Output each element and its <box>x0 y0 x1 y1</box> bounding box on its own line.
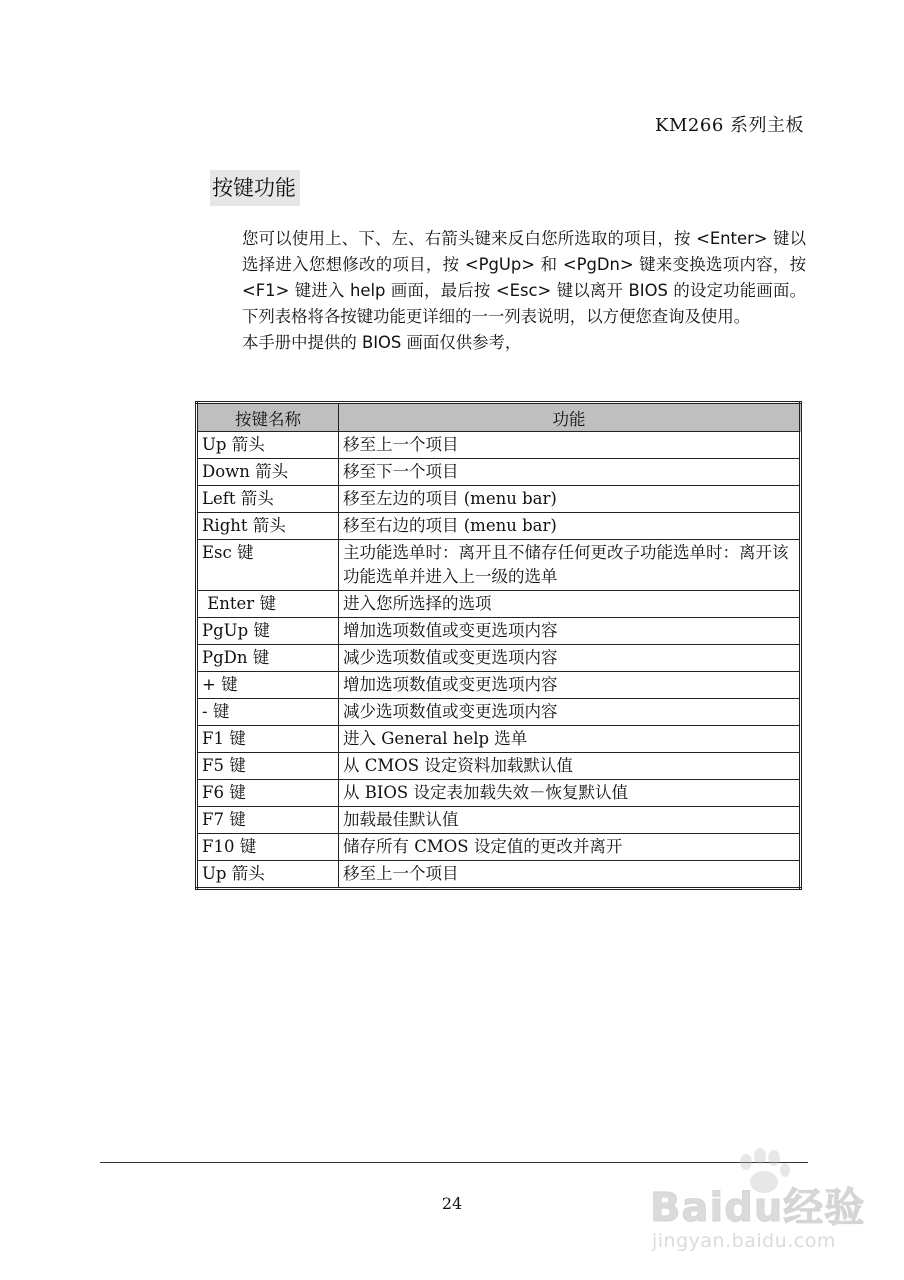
intro-text <box>242 226 806 356</box>
function-cell: 储存所有 CMOS 设定值的更改并离开 <box>339 834 801 861</box>
watermark-brand: Baidu经验 <box>650 1185 866 1231</box>
function-cell: 进入 General help 选单 <box>339 726 801 753</box>
table-row <box>197 432 801 459</box>
table-row <box>197 540 801 591</box>
function-cell: 移至下一个项目 <box>339 459 801 486</box>
key-name-cell: - 键 <box>197 699 339 726</box>
function-cell: 移至右边的项目 (menu bar) <box>339 513 801 540</box>
table-row <box>197 807 801 834</box>
function-cell: 增加选项数值或变更选项内容 <box>339 672 801 699</box>
table-row <box>197 780 801 807</box>
function-cell: 加载最佳默认值 <box>339 807 801 834</box>
table-row <box>197 834 801 861</box>
key-name-cell: Enter 键 <box>197 591 339 618</box>
header-key-name: 按键名称 <box>197 403 339 432</box>
function-cell: 增加选项数值或变更选项内容 <box>339 618 801 645</box>
function-cell: 从 CMOS 设定资料加载默认值 <box>339 753 801 780</box>
table-row <box>197 591 801 618</box>
function-cell: 主功能选单时：离开且不储存任何更改子功能选单时：离开该功能选单并进入上一级的选单 <box>339 540 801 591</box>
table-row <box>197 672 801 699</box>
table-header-row <box>197 403 801 432</box>
intro-paragraph-1: 您可以使用上、下、左、右箭头键来反白您所选取的项目，按 <Enter> 键以选择进入您想修改的项目，按 <PgUp> 和 <PgDn> 键来变换选项内容，按 <F1> 键进入 help 画面，最后按 <Esc> 键以离开 BIOS 的设定功能画面。下列表格将各按键功能更详细的一一列表说明，以方便您查询及使用。 <box>242 229 806 326</box>
watermark-url: jingyan.baidu.com <box>652 1230 836 1252</box>
header-function: 功能 <box>339 403 801 432</box>
function-cell: 移至上一个项目 <box>339 861 801 889</box>
table-row <box>197 753 801 780</box>
key-name-cell: Up 箭头 <box>197 861 339 889</box>
key-name-cell: PgDn 键 <box>197 645 339 672</box>
key-name-cell: F7 键 <box>197 807 339 834</box>
function-cell: 从 BIOS 设定表加载失效－恢复默认值 <box>339 780 801 807</box>
key-name-cell: F1 键 <box>197 726 339 753</box>
table-row <box>197 861 801 889</box>
function-cell: 进入您所选择的选项 <box>339 591 801 618</box>
table-row <box>197 618 801 645</box>
page-number: 24 <box>441 1194 463 1213</box>
table-body <box>197 432 801 889</box>
key-name-cell: Left 箭头 <box>197 486 339 513</box>
key-name-cell: PgUp 键 <box>197 618 339 645</box>
key-name-cell: + 键 <box>197 672 339 699</box>
table-row <box>197 459 801 486</box>
key-name-cell: Up 箭头 <box>197 432 339 459</box>
function-cell: 移至左边的项目 (menu bar) <box>339 486 801 513</box>
key-name-cell: Down 箭头 <box>197 459 339 486</box>
key-name-cell: Esc 键 <box>197 540 339 591</box>
function-cell: 减少选项数值或变更选项内容 <box>339 699 801 726</box>
intro-paragraph-2: 本手册中提供的 BIOS 画面仅供参考， <box>242 333 522 352</box>
table-row <box>197 726 801 753</box>
baidu-watermark <box>650 1148 880 1258</box>
table-row <box>197 513 801 540</box>
function-cell: 减少选项数值或变更选项内容 <box>339 645 801 672</box>
table-row <box>197 645 801 672</box>
key-name-cell: F6 键 <box>197 780 339 807</box>
section-title: 按键功能 <box>210 170 300 206</box>
key-name-cell: F5 键 <box>197 753 339 780</box>
document-header-title: KM266 系列主板 <box>655 115 804 136</box>
key-name-cell: Right 箭头 <box>197 513 339 540</box>
function-cell: 移至上一个项目 <box>339 432 801 459</box>
key-name-cell: F10 键 <box>197 834 339 861</box>
table-row <box>197 486 801 513</box>
table-row <box>197 699 801 726</box>
key-function-table <box>195 401 802 890</box>
